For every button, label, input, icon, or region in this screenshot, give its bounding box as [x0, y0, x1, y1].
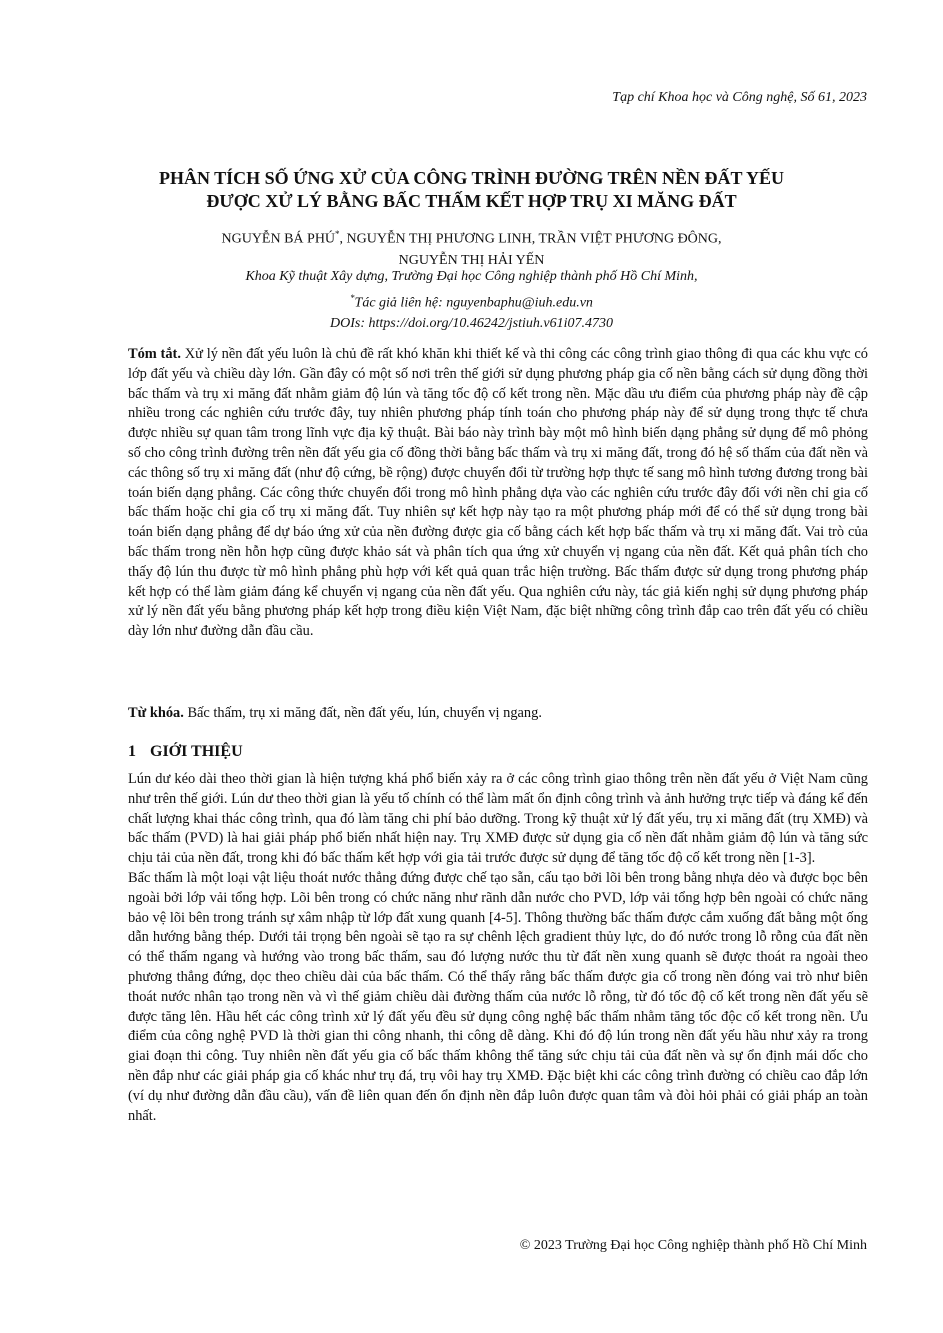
- abstract-text: Xử lý nền đất yếu luôn là chủ đề rất khó khăn khi thiết kế và thi công các công trình giao thông đi qua các khu vực có lớp đất yếu và chiều dày lớn. Gần đây có một số nơi trên thế giới sử dụng phương pháp gia cố nền bằng cách sử dụng đồng thời bấc thấm và trụ xi măng đất nhằm giảm độ lún và tăng tốc độ cố kết trong nền. Mặc dầu ưu điểm của phương pháp này đề cập nhiều trong các nghiên cứu trước đây, tuy nhiên phương pháp tính toán cho phương pháp này để sử dụng trong thực tế chưa được nhiều sự quan tâm trong lĩnh vực địa kỹ thuật. Bài báo này trình bày một mô hình biến dạng phẳng sử dụng để mô phỏng số cho công trình đường trên nền đất yếu gia cố đồng thời bằng bấc thấm và trụ xi măng đất, trong đó hệ số thấm của đất nền và các thông số trụ xi măng đất (như độ cứng, bề rộng) được chuyển đổi từ trường hợp thực tế sang mô hình tương đương trong bài toán biến dạng phẳng. Các công thức chuyển đổi trong mô hình phẳng dựa vào các nghiên cứu trước đây đối với nền chỉ gia cố bấc thấm hoặc chỉ gia cố trụ xi măng đất. Tuy nhiên sự kết hợp này tạo ra một phương pháp mới để có thể sử dụng trong bài toán biến dạng phẳng để dự báo ứng xử của nền đường được gia cố bằng cách kết hợp bấc thấm và trụ xi măng đất. Vai trò của bấc thấm trong nền hỗn hợp cũng được khảo sát và phân tích qua ứng xử chuyển vị ngang của nền đất. Kết quả phân tích cho thấy độ lún thu được từ mô hình phẳng phù hợp với kết quả quan trắc hiện trường. Bấc thấm được sử dụng trong phương pháp kết hợp có thể làm giảm đáng kể chuyển vị ngang của nền đất yếu. Qua nghiên cứu này, tác giả kiến nghị sử dụng phương pháp xử lý nền đất yếu bằng phương pháp kết hợp trong điều kiện Việt Nam, đặc biệt những công trình đắp cao trên đất yếu có chiều dày lớn như đường dẫn đầu cầu.: [128, 346, 868, 640]
- paragraph-1: Lún dư kéo dài theo thời gian là hiện tượng khá phổ biến xảy ra ở các công trình giao thông trên nền đất yếu ở Việt Nam cũng như trên thế giới. Lún dư theo thời gian là yếu tố chính có thể làm mất ổn định công trình và ảnh hưởng trực tiếp và đáng kể đến chất lượng khai thác công trình, qua đó làm tăng chi phí bảo dưỡng. Trong kỹ thuật xử lý đất yếu, trụ xi măng đất (trụ XMĐ) và bấc thấm (PVD) là hai giải pháp phổ biến nhất hiện nay. Trụ XMĐ được sử dụng gia cố nền đất nhằm giảm độ lún và tăng sức chịu tải của nền đất, trong khi đó bấc thấm kết hợp với gia tải trước được sử dụng để tăng tốc độ cố kết trong nền [1-3].: [128, 771, 868, 867]
- running-head: Tạp chí Khoa học và Công nghệ, Số 61, 2023: [612, 90, 867, 105]
- title-line-2: ĐƯỢC XỬ LÝ BẰNG BẤC THẤM KẾT HỢP TRỤ XI MĂNG ĐẤT: [206, 191, 737, 211]
- author-list: [150, 224, 793, 271]
- author-line-1: [150, 224, 793, 250]
- section-body: [128, 770, 868, 1126]
- title-line-1: PHÂN TÍCH SỐ ỨNG XỬ CỦA CÔNG TRÌNH ĐƯỜNG TRÊN NỀN ĐẤT YẾU: [158, 168, 785, 188]
- affiliation: Khoa Kỹ thuật Xây dựng, Trường Đại học Công nghiệp thành phố Hồ Chí Minh,: [245, 269, 698, 284]
- section-number: 1: [128, 743, 136, 760]
- keywords-text: Bấc thấm, trụ xi măng đất, nền đất yếu, lún, chuyển vị ngang.: [187, 705, 542, 721]
- corresponding-author-note: [76, 293, 867, 312]
- author-line-2: NGUYỄN THỊ HẢI YẾN: [398, 252, 545, 268]
- abstract-label: Tóm tắt.: [128, 346, 181, 362]
- section-heading: [128, 743, 243, 761]
- corresponding-note-mark: *: [350, 293, 355, 303]
- abstract: [128, 345, 868, 642]
- keywords: [128, 704, 868, 724]
- paper-title: [76, 167, 867, 213]
- corresponding-author-name: NGUYỄN BÁ PHÚ: [221, 231, 336, 247]
- section-title: GIỚI THIỆU: [150, 743, 243, 760]
- doi-link[interactable]: DOIs: https://doi.org/10.46242/jstiuh.v61i07.4730: [330, 316, 613, 331]
- footer-copyright: © 2023 Trường Đại học Công nghiệp thành phố Hồ Chí Minh: [519, 1238, 867, 1253]
- paragraph-2: Bấc thấm là một loại vật liệu thoát nước thẳng đứng được chế tạo sẵn, cấu tạo bởi lõi bên trong bằng nhựa dẻo và được bọc bên ngoài bởi lớp vải tổng hợp. Lõi bên trong có chức năng như rãnh dẫn nước cho PVD, lớp vải tổng hợp bên ngoài có chức năng bảo vệ lõi bên trong tránh sự xâm nhập từ lớp đất xung quanh [4-5]. Thông thường bấc thấm được cắm xuống đất bằng một ống dẫn hướng bằng thép. Dưới tải trọng bên ngoài sẽ tạo ra sự chênh lệch gradient thủy lực, do đó nước trong lỗ rỗng của đất nền có thể thấm ngang và hướng vào trong bấc thấm, sau đó lượng nước thu từ đất nền xung quanh sẽ được thoát ra ngoài theo phương thẳng đứng, dọc theo chiều dài của bấc thấm. Có thể thấy rằng bấc thấm được gia cố trong nền đóng vai trò như biên thoát nước nhân tạo trong nền và vì thế giảm chiều dài đường thấm của nước lỗ rỗng, từ đó tốc độ cố kết trong nền đất yếu sẽ được tăng lên. Hầu hết các công trình xử lý đất yếu đều sử dụng công nghệ bấc thấm nhằm tăng tốc độc cố kết trong nền. Ưu điểm của công nghệ PVD là thời gian thi công nhanh, thi công dễ dàng. Khi đó độ lún trong nền đất yếu hầu như xảy ra trong giai đoạn thi công. Tuy nhiên nền đất yếu gia cố bấc thấm không thể tăng sức chịu tải của đất nền và sự ổn định mái dốc cho nền đắp như các giải pháp gia cố khác như trụ đá, trụ vôi hay trụ XMĐ. Đặc biệt khi các công trình đường có chiều cao đắp lớn (ví dụ như đường dẫn đầu cầu), vấn đề liên quan đến ổn định nền đắp luôn được quan tâm và đòi hỏi phải có giải pháp an toàn nhất.: [128, 869, 868, 1124]
- corresponding-email-text[interactable]: Tác giả liên hệ: nguyenbaphu@iuh.edu.vn: [354, 295, 593, 311]
- corresponding-mark: *: [335, 229, 340, 239]
- keywords-label: Từ khóa.: [128, 705, 184, 721]
- co-authors: , NGUYỄN THỊ PHƯƠNG LINH, TRẦN VIỆT PHƯƠNG ĐÔNG,: [339, 231, 722, 247]
